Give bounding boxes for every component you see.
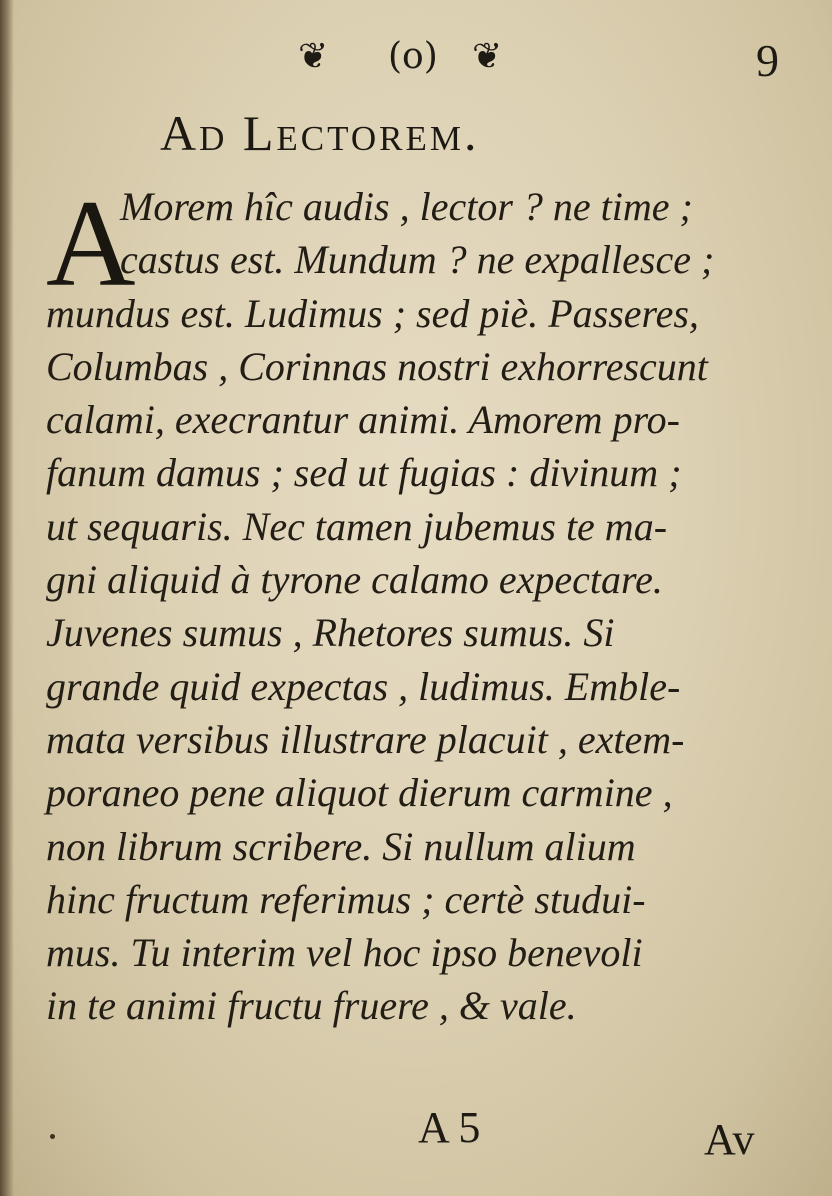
text-line: calami, execrantur animi. Amorem pro- [46,397,680,443]
text-line: mata versibus illustrare placuit , extem- [46,716,685,762]
page-number: 9 [756,35,779,86]
catchword: Av [704,1115,755,1164]
gathering-signature: A 5 [418,1103,481,1152]
text-line: poraneo pene aliquot dierum carmine , [46,770,673,816]
signature-mark: (o) [388,36,438,77]
drop-cap: A [46,175,136,312]
text-line: ut sequaris. Nec tamen jubemus te ma- [46,503,668,549]
text-line: Morem hîc audis , lector ? ne time ; [120,184,693,229]
fleuron-right-icon: ❦ [472,36,503,77]
text-line: castus est. Mundum ? ne expallesce ; [120,237,715,283]
body-text [46,175,792,1033]
show-through-bleed [30,1070,260,1140]
fleuron-left-icon: ❦ [298,36,329,77]
text-line: hinc fructum referimus ; certè studui- [46,876,646,922]
text-line: fanum damus ; sed ut fugias : divinum ; [46,450,682,496]
text-line: mundus est. Ludimus ; sed piè. Passeres, [46,290,699,336]
text-line: Juvenes sumus , Rhetores sumus. Si [46,610,615,656]
text-line: in te animi fructu fruere , & vale. [46,983,577,1029]
text-line: grande quid expectas , ludimus. Emble- [46,663,681,709]
section-title: Ad Lectorem. [160,105,480,161]
page-gutter-shadow [0,0,14,1196]
text-line: non librum scribere. Si nullum alium [46,823,636,869]
text-line: mus. Tu interim vel hoc ipso benevoli [46,930,643,976]
text-line: Columbas , Corinnas nostri exhorrescunt [46,343,708,389]
text-line: gni aliquid à tyrone calamo expectare. [46,557,663,603]
running-header [0,28,832,98]
ink-speck [50,1134,55,1139]
